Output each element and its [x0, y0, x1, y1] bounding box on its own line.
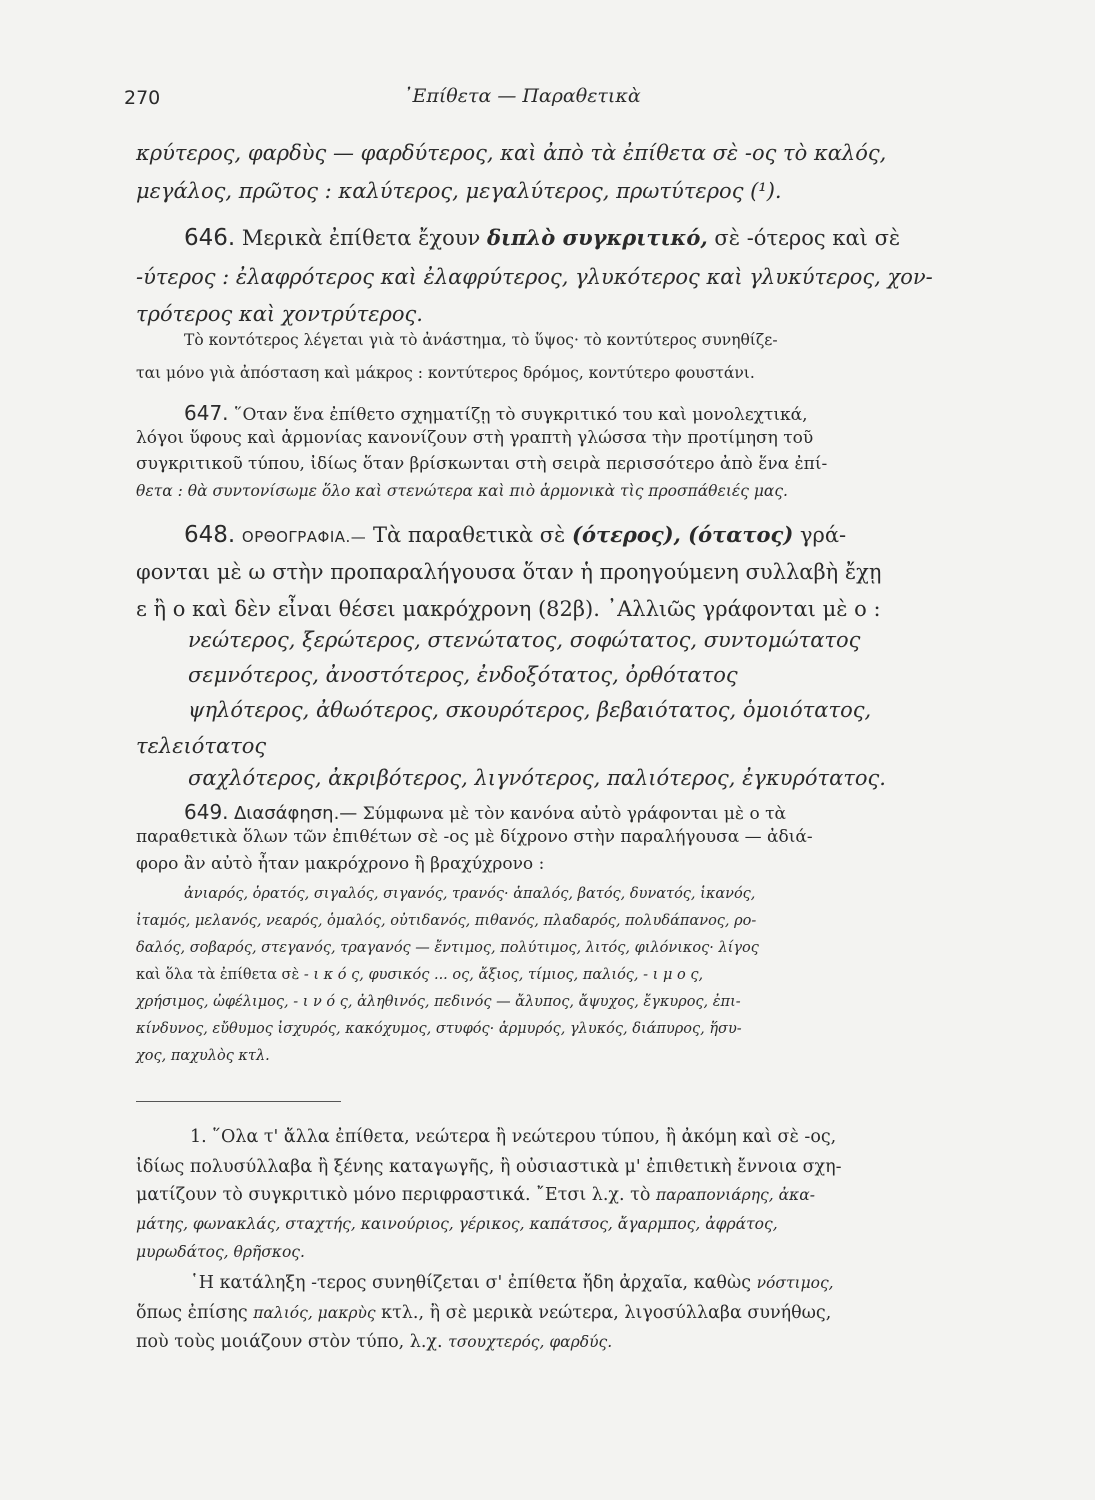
section-number: 647. — [184, 401, 229, 425]
word-list-line: χος, παχυλὸς κτλ. — [136, 1048, 270, 1064]
text-run: Σύμφωνα μὲ τὸν κανόνα αὐτὸ γράφονται μὲ ο τὰ — [362, 804, 786, 824]
section-heading: ΟΡΘΟΓΡΑΦΙΑ.— — [241, 528, 367, 546]
text-run: ῞Οταν ἕνα ἐπίθετο σχηματίζῃ τὸ συγκριτικό του καὶ μονολεχτικά, — [233, 405, 808, 425]
word-list-line: δαλός, σοβαρός, στεγανός, τραγανός — ἔντιμος, πολύτιμος, λιτός, φιλόνικος· λίγος — [136, 940, 759, 956]
text-run: τσουχτερός, φαρδύς. — [448, 1333, 613, 1351]
word-list-line: ἀνιαρός, ὁρατός, σιγαλός, σιγανός, τρανός· ἁπαλός, βατός, δυνατός, ἱκανός, — [184, 886, 756, 902]
text-line: συγκριτικοῦ τύπου, ἰδίως ὅταν βρίσκωνται στὴ σειρὰ περισσότερο ἀπὸ ἕνα ἐπί- — [136, 454, 828, 474]
text-line: λόγοι ὕφους καὶ ἁρμονίας κανονίζουν στὴ γραπτὴ γλώσσα τὴν προτίμηση τοῦ — [136, 428, 814, 448]
emphasis-term: διπλὸ συγκριτικό, — [487, 225, 708, 250]
text-run: γρά- — [799, 523, 847, 547]
paragraph-646-line — [184, 227, 900, 250]
section-number: 648. — [184, 522, 236, 548]
word-list-line — [136, 968, 703, 983]
footnote-line: ἰδίως πολυσύλλαβα ἢ ξένης καταγωγῆς, ἢ οὐσιαστικὰ μ' ἐπιθετικὴ ἔννοια σχη- — [136, 1157, 842, 1177]
footnote-divider — [136, 1101, 341, 1102]
text-run: ῾Η κατάληξη -τερος συνηθίζεται σ' ἐπίθετα ἤδη ἀρχαῖα, καθὼς — [190, 1273, 752, 1293]
section-heading: Διασάφηση.— — [233, 803, 358, 824]
note-line: Τὸ κοντότερος λέγεται γιὰ τὸ ἀνάστημα, τὸ ὕψος· τὸ κοντύτερος συνηθίζε- — [184, 331, 778, 349]
text-run: - ι κ ό ς, φυσικός ... ος, ἄξιος, τίμιος, παλιός, - ι μ ο ς, — [303, 967, 704, 983]
text-run: Τὰ παραθετικὰ σὲ — [372, 523, 566, 547]
example-line: νεώτερος, ξερώτερος, στενώτατος, σοφώτατος, συντομώτατος — [188, 628, 861, 652]
note-line: ται μόνο γιὰ ἀπόσταση καὶ μάκρος : κοντύτερος δρόμος, κοντύτερο φουστάνι. — [136, 364, 755, 382]
text-run: παραπονιάρης, ἀκα- — [655, 1186, 815, 1204]
text-run: Μερικὰ ἐπίθετα ἔχουν — [241, 226, 481, 250]
text-run: νόστιμος, — [756, 1274, 834, 1292]
text-run: κτλ., ἢ σὲ μερικὰ νεώτερα, λιγοσύλλαβα συνήθως, — [381, 1303, 832, 1323]
text-line: θετα : θὰ συντονίσωμε ὅλο καὶ στενώτερα καὶ πιὸ ἁρμονικὰ τὶς προσπάθειές μας. — [136, 482, 788, 500]
footnote-line — [190, 1275, 834, 1293]
text-line: φονται μὲ ω στὴν προπαραλήγουσα ὅταν ἡ προηγούμενη συλλαβὴ ἔχῃ — [136, 560, 882, 584]
footnote-line — [136, 1305, 831, 1323]
example-line: σαχλότερος, ἀκριβότερος, λιγνότερος, παλιότερος, ἐγκυρότατος. — [188, 766, 886, 790]
text-line: φορο ἂν αὐτὸ ἦταν μακρόχρονο ἢ βραχύχρονο : — [136, 854, 545, 874]
example-line: ψηλότερος, ἀθωότερος, σκουρότερος, βεβαιότατος, ὁμοιότατος, — [188, 698, 872, 722]
paragraph-649-line — [184, 802, 786, 823]
text-line: μεγάλος, πρῶτος : καλύτερος, μεγαλύτερος, πρωτύτερος (¹). — [136, 179, 782, 203]
text-line: τρότερος καὶ χοντρύτερος. — [136, 302, 423, 326]
text-run: παλιός, μακρὺς — [253, 1304, 376, 1322]
text-line: -ύτερος : ἐλαφρότερος καὶ ἐλαφρύτερος, γλυκότερος καὶ γλυκύτερος, χον- — [136, 265, 933, 289]
text-run: ῞Ολα τ' ἄλλα ἐπίθετα, νεώτερα ἢ νεώτερου τύπου, ἢ ἀκόμη καὶ σὲ -ος, — [212, 1127, 837, 1147]
word-list-line: χρήσιμος, ὠφέλιμος, - ι ν ό ς, ἀληθινός, πεδινός — ἄλυπος, ἄψυχος, ἔγκυρος, ἐπι- — [136, 994, 741, 1010]
section-number: 646. — [184, 225, 236, 251]
footnote-line — [136, 1187, 815, 1205]
footnote-line: μάτης, φωνακλάς, σταχτής, καινούριος, γέρικος, καπάτσος, ἄγαρμπος, ἀφράτος, — [136, 1215, 778, 1233]
word-list-line: κίνδυνος, εὔθυμος ἰσχυρός, κακόχυμος, στυφός· ἁρμυρός, γλυκός, διάπυρος, ἥσυ- — [136, 1021, 742, 1037]
text-run: ὅπως ἐπίσης — [136, 1303, 248, 1323]
paragraph-647-line — [184, 403, 808, 424]
example-line: σεμνότερος, ἀνοστότερος, ἐνδοξότατος, ὀρθότατος — [188, 663, 738, 687]
paragraph-648-line — [184, 524, 846, 547]
page-number: 270 — [124, 87, 161, 109]
text-run: σὲ -ότερος καὶ σὲ — [714, 226, 901, 250]
text-line: ε ἢ ο καὶ δὲν εἶναι θέσει μακρόχρονη (82β). ᾿Αλλιῶς γράφονται μὲ ο : — [136, 597, 881, 621]
emphasis-term: (ότερος), (ότατος) — [572, 522, 794, 547]
footnote-line — [136, 1334, 612, 1352]
text-line: παραθετικὰ ὅλων τῶν ἐπιθέτων σὲ -ος μὲ δίχρονο στὴν παραλήγουσα — ἀδιά- — [136, 827, 813, 847]
running-title: ᾿Επίθετα — Παραθετικὰ — [403, 85, 641, 107]
text-run: καὶ ὅλα τὰ ἐπίθετα σὲ — [136, 967, 300, 983]
example-line: τελειότατος — [136, 734, 267, 758]
footnote-number: 1. — [190, 1127, 207, 1147]
text-line: κρύτερος, φαρδὺς — φαρδύτερος, καὶ ἀπὸ τὰ ἐπίθετα σὲ -ος τὸ καλός, — [136, 141, 887, 165]
word-list-line: ἰταμός, μελανός, νεαρός, ὁμαλός, οὐτιδανός, πιθανός, πλαδαρός, πολυδάπανος, ρο- — [136, 913, 757, 929]
section-number: 649. — [184, 800, 229, 824]
footnote-line: μυρωδάτος, θρῆσκος. — [136, 1243, 305, 1261]
text-run: ποὺ τοὺς μοιάζουν στὸν τύπο, λ.χ. — [136, 1332, 443, 1352]
footnote-line — [190, 1129, 836, 1147]
text-run: ματίζουν τὸ συγκριτικὸ μόνο περιφραστικά. ῎Ετσι λ.χ. τὸ — [136, 1185, 651, 1205]
